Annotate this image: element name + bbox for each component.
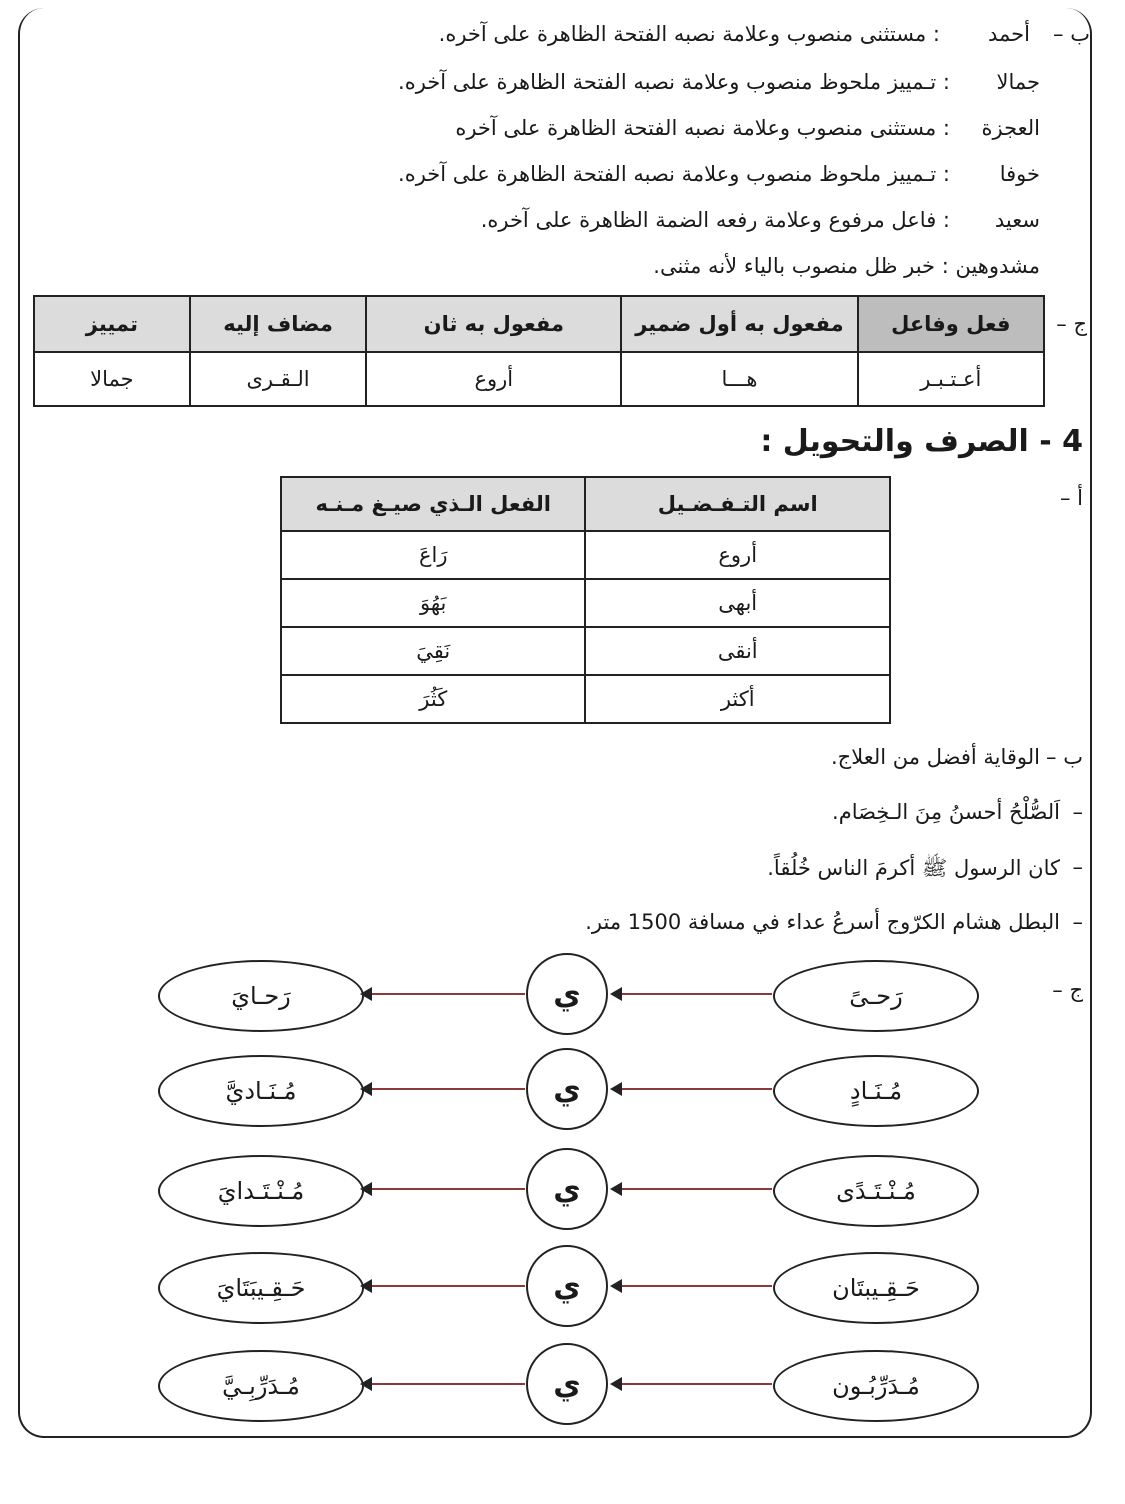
ya-connector: ي — [526, 1245, 608, 1327]
table-cell: أروع — [366, 352, 621, 406]
table-header: مفعول به أول ضمير — [621, 296, 857, 352]
superlative-table — [280, 476, 891, 724]
ya-connector: ي — [526, 1048, 608, 1130]
grammar-definition: : مستثنى منصوب وعلامة نصبه الفتحة الظاهرة على آخره. — [438, 22, 940, 46]
result-word-ellipse: مُـنَـاديَّ — [158, 1055, 364, 1127]
grammar-definition: : مستثنى منصوب وعلامة نصبه الفتحة الظاهرة على آخره — [455, 116, 950, 140]
arrow — [362, 1285, 525, 1287]
section-c-marker: ج – — [1056, 312, 1087, 336]
grammar-definition: : فاعل مرفوع وعلامة رفعه الضمة الظاهرة على آخره. — [480, 208, 950, 232]
grammar-word: سعيد — [994, 208, 1040, 232]
arrow — [362, 1188, 525, 1190]
table-header: تمييز — [34, 296, 190, 352]
example-sentence: الوقاية أفضل من العلاج. — [831, 745, 1040, 769]
table-cell: جمالا — [34, 352, 190, 406]
grammar-last-line: مشدوهين : خبر ظل منصوب بالياء لأنه مثنى. — [653, 254, 1040, 278]
example-sentence: كان الرسول ﷺ أكرمَ الناس خُلُقاً. — [767, 856, 1060, 880]
source-word-ellipse: رَحـىً — [773, 960, 979, 1032]
table-cell: رَاعَ — [281, 531, 585, 579]
parsing-table — [33, 295, 1045, 407]
arrow — [362, 1383, 525, 1385]
grammar-word: جمالا — [996, 70, 1040, 94]
arrow — [612, 1285, 772, 1287]
table-cell: نَقِيَ — [281, 627, 585, 675]
dash: – — [1072, 855, 1083, 879]
table-cell: بَهُوَ — [281, 579, 585, 627]
example-sentence: البطل هشام الكرّوج أسرعُ عداء في مسافة 1500 متر. — [585, 910, 1060, 934]
table-cell: الـقـرى — [190, 352, 367, 406]
section-4-heading: 4 - الصرف والتحويل : — [760, 424, 1083, 459]
table-header: فعل وفاعل — [858, 296, 1044, 352]
table-cell: كَثُرَ — [281, 675, 585, 723]
ya-connector: ي — [526, 1343, 608, 1425]
grammar-definition: : تـمييز ملحوظ منصوب وعلامة نصبه الفتحة الظاهرة على آخره. — [398, 162, 950, 186]
grammar-word: خوفا — [999, 162, 1040, 186]
table-header: مفعول به ثان — [366, 296, 621, 352]
result-word-ellipse: رَحـايَ — [158, 960, 364, 1032]
table-cell: أروع — [585, 531, 890, 579]
dash: – — [1072, 910, 1083, 934]
ya-connector: ي — [526, 1148, 608, 1230]
example-sentence: اَلصُّلْحُ أحسنُ مِنَ الـخِصَام. — [832, 800, 1060, 824]
grammar-word: أحمد — [988, 22, 1030, 46]
result-word-ellipse: مُـنْـتَـدايَ — [158, 1155, 364, 1227]
result-word-ellipse: مُـدَرِّبِـيَّ — [158, 1350, 364, 1422]
table-cell: هـــا — [621, 352, 857, 406]
arrow — [362, 1088, 525, 1090]
grammar-definition: : تـمييز ملحوظ منصوب وعلامة نصبه الفتحة الظاهرة على آخره. — [398, 70, 950, 94]
table-header: الفعل الـذي صيـغ مـنـه — [281, 477, 585, 531]
grammar-word: العجزة — [981, 116, 1040, 140]
table-cell: أنقى — [585, 627, 890, 675]
source-word-ellipse: مُـدَرِّبُـون — [773, 1350, 979, 1422]
table-header: مضاف إليه — [190, 296, 367, 352]
ya-connector: ي — [526, 953, 608, 1035]
table-cell: أعـتـبـر — [858, 352, 1044, 406]
section-b-marker: ب – — [1053, 22, 1090, 46]
result-word-ellipse: حَـقِـيبَتَايَ — [158, 1252, 364, 1324]
dash: – — [1072, 800, 1083, 824]
part-c-marker: ج – — [1052, 978, 1083, 1002]
source-word-ellipse: مُـنْـتَـدًى — [773, 1155, 979, 1227]
source-word-ellipse: مُـنَـادٍ — [773, 1055, 979, 1127]
table-cell: أبهى — [585, 579, 890, 627]
arrow — [612, 1088, 772, 1090]
arrow — [612, 1188, 772, 1190]
part-b-marker: ب – — [1046, 745, 1083, 769]
table-cell: أكثر — [585, 675, 890, 723]
source-word-ellipse: حَـقِـيبتَان — [773, 1252, 979, 1324]
arrow — [612, 1383, 772, 1385]
part-a-marker: أ – — [1059, 486, 1083, 510]
arrow — [612, 993, 772, 995]
arrow — [362, 993, 525, 995]
table-header: اسم التـفـضـيل — [585, 477, 890, 531]
